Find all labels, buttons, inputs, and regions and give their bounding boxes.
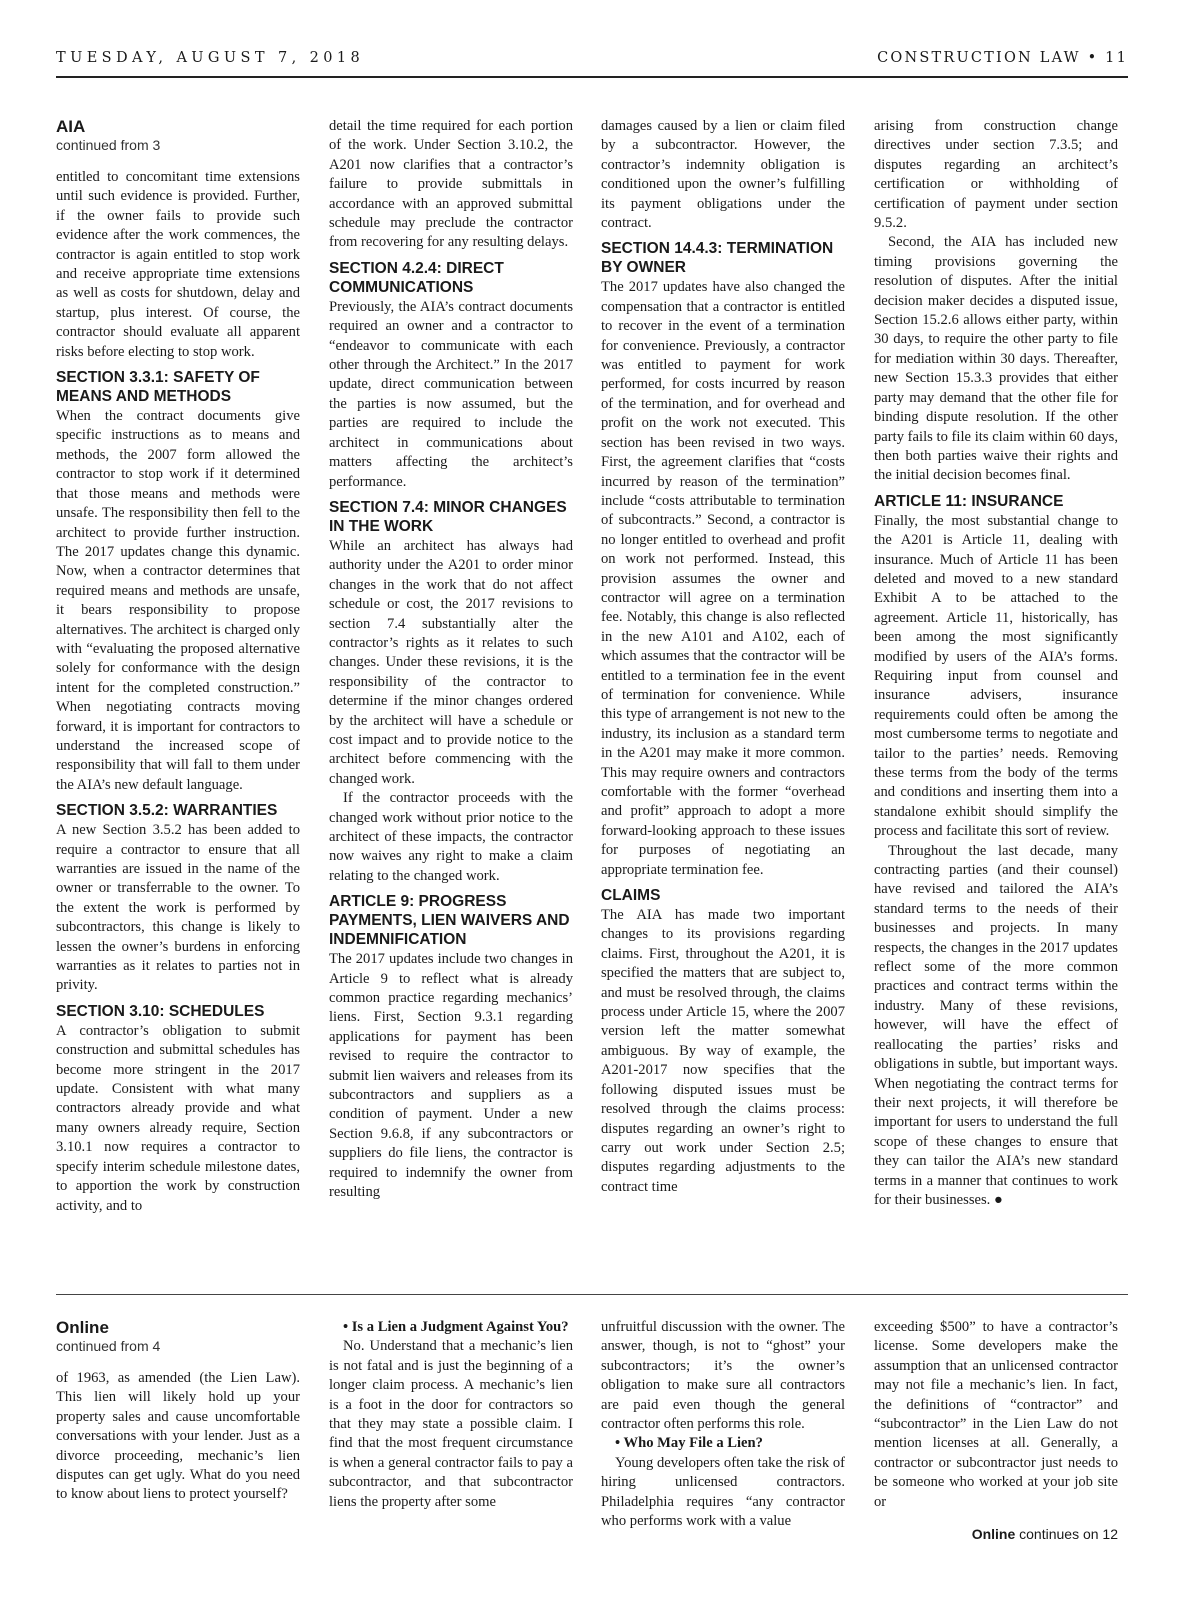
aia-col1-intro: entitled to concomitant time extensions until such evidence is provided. Further, if the owner fails to provide such evidence after the work commences, the contractor is again entitled to stop work and receive appropriate time extensions as well as costs for shutdown, delay and startup, plus interest. Of course, the contractor should evaluate all apparent risks before electing to stop work.	[56, 169, 300, 360]
para-section-74b: If the contractor proceeds with the changed work without prior notice to the architect of these impacts, the contractor now waives any right to make a claim relating to the changed work.	[329, 790, 573, 884]
heading-section-424: SECTION 4.2.4: DIRECT COMMUNICATIONS	[329, 259, 504, 296]
aia-col4-intro: arising from construction change directives under section 7.3.5; and disputes regarding an architect’s certification or withholding of certification of payment under section 9.5.2.	[874, 118, 1118, 232]
section-page-label: CONSTRUCTION LAW • 11	[877, 50, 1128, 66]
online-continued-from: continued from 4	[56, 1338, 161, 1354]
page-header	[56, 50, 1128, 78]
heading-section-331: SECTION 3.3.1: SAFETY OF MEANS AND METHODS	[56, 369, 260, 406]
heading-section-310: SECTION 3.10: SCHEDULES	[56, 1002, 265, 1020]
online-kicker: Online	[56, 1318, 109, 1337]
para-section-1443: The 2017 updates have also changed the compensation that a contractor is entitled to recover in the event of a termination for convenience. Previously, a contractor was entitled to payment for work performed, for costs incurred by reason of the termination, and for overhead and profit on the work not executed. This section has been revised in two ways. First, the agreement clarifies that “costs incurred by reason of the termination” include “costs attributable to termination of subcontracts.” Second, a contractor is no longer entitled to overhead and profit on work not performed. Instead, this provision assumes the owner and contractor will agree on a termination fee. Notably, this change is also reflected in the new A101 and A102, each of which assumes that the contractor will be entitled to a termination fee in the event of termination for convenience. While this type of arrangement is not new to the industry, its inclusion as a standard term in the A201 may make it more common. This may require owners and contractors comfortable with the former “overhead and profit” approach to adopt a more forward-looking approach to these issues for purposes of negotiating an appropriate termination fee.	[601, 279, 845, 878]
online-col3-para2: Young developers often take the risk of hiring unlicensed contractors. Philadelphia requires “any contractor who performs work with a value	[601, 1454, 845, 1530]
para-section-310: A contractor’s obligation to submit construction and submittal schedules has become more stringent in the 2017 update. Consistent with what many contractors already provide and what many owners already require, Section 3.10.1 now requires a contractor to specify interim schedule milestone dates, to apportion the work by construction activity, and to	[56, 1022, 300, 1214]
heading-article-11: ARTICLE 11: INSURANCE	[874, 492, 1064, 510]
online-col4-para: exceeding $500” to have a contractor’s license. Some developers make the assumption that an unlicensed contractor may not file a mechanic’s lien. In fact, the definitions of “contractor” and “subcontractor” in the Lien Law do not mention licenses at all. Generally, a contractor or subcontractor just needs to be someone who worked at your job site or	[874, 1319, 1118, 1510]
continues-note	[874, 1526, 1118, 1542]
aia-col2-intro: detail the time required for each portion of the work. Under Section 3.10.2, the A201 now clarifies that a contractor’s failure to provide submittals in accordance with an approved submittal schedule may preclude the contractor from recovering for any resulting delays.	[329, 118, 573, 251]
online-column-2	[329, 1318, 573, 1512]
para-conclusion: Throughout the last decade, many contracting parties (and their counsel) have revised and tailored the AIA’s standard terms to the needs of their businesses and projects. In many respects, the changes in the 2017 updates reflect some of the more common practices and contract terms within the industry. Many of these revisions, however, will have the effect of reallocating the parties’ risks and obligations in subtle, but important ways. When negotiating the contract terms for their next projects, it will therefore be important for users to understand the full scope of these changes to ensure that they can tailor the AIA’s new standard terms in a manner that continues to work for their businesses. ●	[874, 842, 1118, 1208]
para-claims: The AIA has made two important changes to its provisions regarding claims. First, throughout the A201, it is specified the matters that are subject to, and must be resolved through, the claims process under Article 15, where the 2007 version left the matter somewhat ambiguous. By way of example, the A201-2017 now specifies that the following disputed issues must be resolved through the claims process: disputes regarding an owner’s right to carry out work under Section 2.5; disputes regarding adjustments to the contract time	[601, 907, 845, 1195]
heading-article-9: ARTICLE 9: PROGRESS PAYMENTS, LIEN WAIVERS AND INDEMNIFICATION	[329, 893, 570, 949]
continues-text: continues on 12	[1019, 1526, 1118, 1543]
online-col3-para: unfruitful discussion with the owner. The answer, though, is not to “ghost” your subcontractors; it’s the owner’s obligation to make sure all contractors are paid even though the general contractor often performs this role.	[601, 1319, 845, 1433]
para-section-424: Previously, the AIA’s contract documents required an owner and a contractor to “endeavor to communicate with each other through the Architect.” In the 2017 update, direct communication between the parties is now assumed, but the parties are required to include the architect in communications about matters affecting the architect’s performance.	[329, 298, 573, 490]
heading-section-74: SECTION 7.4: MINOR CHANGES IN THE WORK	[329, 498, 567, 535]
para-section-74a: While an architect has always had authority under the A201 to order minor changes in the work that do not affect schedule or cost, the 2017 revisions to section 7.4 substantially alter the contractor’s rights as it relates to such changes. Under these revisions, it is the responsibility of the contractor to determine if the minor changes ordered by the architect will have a schedule or cost impact and to provide notice to the architect before commencing with the changed work.	[329, 537, 573, 787]
para-article-11: Finally, the most substantial change to the A201 is Article 11, dealing with insurance. Much of Article 11 has been deleted and moved to a new standard Exhibit A to be attached to the agreement. Article 11, historically, has been among the most significantly modified by users of the AIA’s forms. Requiring input from counsel and insurance advisers, insurance requirements could often be among the most cumbersome terms to negotiate and tailor to the parties’ needs. Removing these terms from the body of the terms and conditions and inserting them into a standalone exhibit should simplify the process and facilitate this sort of review.	[874, 512, 1118, 840]
question-who-may-file: • Who May File a Lien?	[615, 1435, 763, 1452]
online-column-4	[874, 1318, 1118, 1542]
para-section-352: A new Section 3.5.2 has been added to require a contractor to ensure that all warranties are issued in the name of the owner or transferrable to the owner. To the extent the work is performed by subcontractors, this change is likely to lessen the owner’s burdens in enforcing warranties as it relates to parties not in privity.	[56, 822, 300, 994]
issue-date: TUESDAY, AUGUST 7, 2018	[56, 50, 365, 66]
aia-column-2	[329, 117, 573, 1203]
para-section-331: When the contract documents give specific instructions as to means and methods, the 2007 form allowed the contractor to stop work if it determined that those means and methods were unsafe. The responsibility then fell to the architect to provide further instruction. The 2017 updates change this dynamic. Now, when a contractor determines that required means and methods are unsafe, it bears responsibility to propose alternatives. The architect is charged only with “evaluating the proposed alternative solely for conformance with the design intent for the completed construction.” When negotiating contracts moving forward, it is important for contractors to understand the increased scope of responsibility that will fall to them under the AIA’s new default language.	[56, 408, 300, 793]
continues-label: Online	[971, 1526, 1016, 1543]
aia-column-3	[601, 117, 845, 1197]
online-column-1	[56, 1318, 300, 1505]
question-lien-judgment: • Is a Lien a Judgment Against You?	[343, 1319, 569, 1335]
aia-continued-from: continued from 3	[56, 137, 161, 153]
story-divider	[56, 1294, 1128, 1295]
aia-column-1	[56, 117, 300, 1216]
online-col1-para: of 1963, as amended (the Lien Law). This lien will likely hold up your property sales and cause uncomfortable conversations with your lender. Just as a divorce proceeding, mechanic’s lien disputes can get ugly. What do you need to know about liens to protect yourself?	[56, 1370, 300, 1503]
heading-claims: CLAIMS	[601, 887, 661, 905]
online-col2-para: No. Understand that a mechanic’s lien is not fatal and is just the beginning of a longer claim process. A mechanic’s lien is a foot in the door for contractors so that they may state a possible claim. I find that the most frequent circumstance is when a general contractor fails to pay a subcontractor, and that subcontractor liens the property after some	[329, 1338, 573, 1510]
online-column-3	[601, 1318, 845, 1531]
aia-column-4	[874, 117, 1118, 1210]
para-timing-provisions: Second, the AIA has included new timing provisions governing the resolution of disputes. After the initial decision maker decides a disputed issue, Section 15.2.6 allows either party, within 30 days, to require the other party to file for mediation within 30 days. Thereafter, new Section 15.3.3 provides that either party may demand that the other file for binding dispute resolution. If the other party fails to file its claim within 60 days, then both parties waive their rights and the initial decision becomes final.	[874, 234, 1118, 484]
para-article-9: The 2017 updates include two changes in Article 9 to reflect what is already common practice regarding mechanics’ liens. First, Section 9.3.1 regarding applications for payment has been revised to require the contractor to submit lien waivers and releases from its subcontractors and suppliers as a condition of payment. Under a new Section 9.6.8, if any subcontractors or suppliers do file liens, the contractor is required to indemnify the owner from resulting	[329, 951, 573, 1201]
heading-section-1443: SECTION 14.4.3: TERMINATION BY OWNER	[601, 240, 834, 277]
aia-col3-intro: damages caused by a lien or claim filed by a subcontractor. However, the contractor’s indemnity obligation is conditioned upon the owner’s fulfilling its payment obligations under the contract.	[601, 118, 845, 232]
aia-kicker: AIA	[56, 117, 86, 136]
heading-section-352: SECTION 3.5.2: WARRANTIES	[56, 802, 278, 820]
